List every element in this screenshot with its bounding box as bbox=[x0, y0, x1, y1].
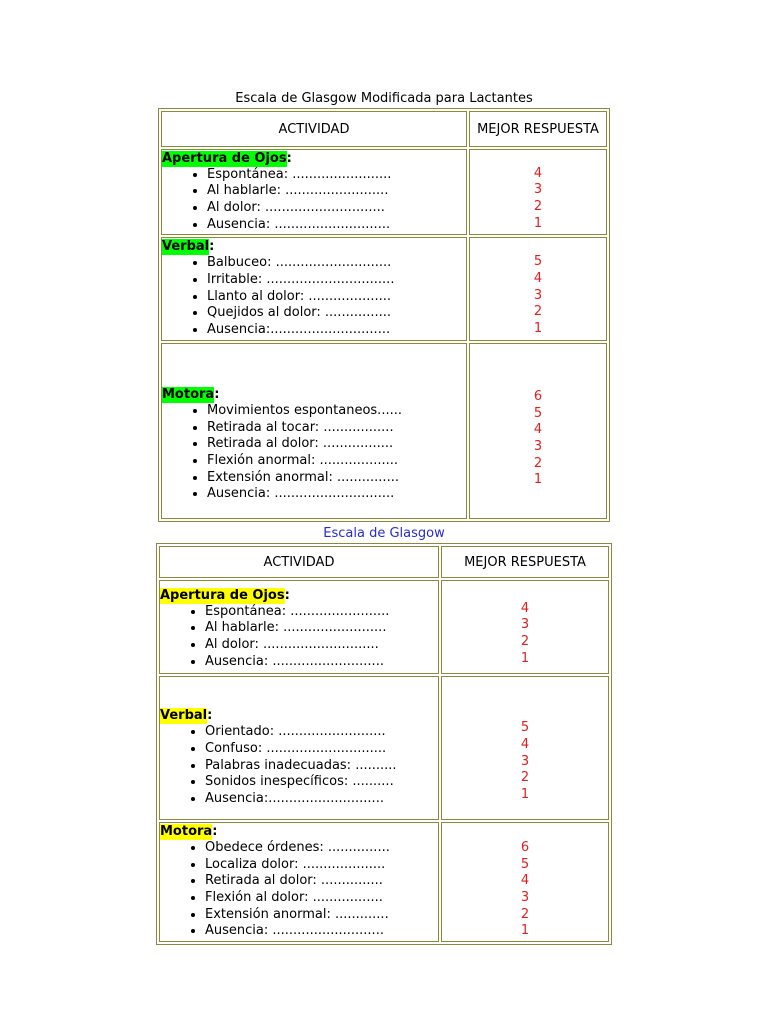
list-item: • Llanto al dolor: .................... bbox=[207, 289, 466, 306]
header-best-response: MEJOR RESPUESTA bbox=[469, 111, 607, 147]
score-value: 1 bbox=[533, 321, 543, 337]
section-activity-cell: Apertura de Ojos: • Espontánea: ........................ • Al hablarle: ......................... • Al dolor: ............................. • Ausencia: ............................ bbox=[161, 149, 467, 235]
score-value: 2 bbox=[533, 199, 543, 214]
table-header-row bbox=[159, 546, 609, 578]
header-activity: ACTIVIDAD bbox=[159, 546, 439, 578]
list-item: • Flexión anormal: ................... bbox=[207, 453, 466, 470]
list-item: • Ausencia: ............................ bbox=[207, 217, 466, 234]
score-value: 4 bbox=[520, 736, 530, 752]
list-item: • Orientado: .......................... bbox=[205, 724, 438, 741]
score-value: 4 bbox=[520, 600, 530, 616]
score-value: 1 bbox=[520, 650, 530, 666]
item-list bbox=[162, 255, 466, 339]
section-activity-cell: Verbal: • Balbuceo: ............................ • Irritable: ............................... • Llanto al dolor: .................... • Quejidos al dolor: ................ • Ausencia:............................. bbox=[161, 237, 467, 341]
section-title: Motora bbox=[162, 386, 215, 402]
list-item: • Irritable: ............................... bbox=[207, 272, 466, 289]
item-list bbox=[160, 724, 438, 808]
score-value: 5 bbox=[520, 720, 530, 736]
section-row-motor bbox=[159, 822, 609, 942]
list-item: • Retirada al dolor: ................. bbox=[207, 436, 466, 453]
list-item: • Retirada al dolor: ............... bbox=[205, 873, 438, 890]
score-value: 3 bbox=[533, 439, 543, 454]
section-row-verbal bbox=[161, 237, 607, 341]
score-value: 1 bbox=[533, 472, 543, 488]
list-item: • Palabras inadecuadas: .......... bbox=[205, 758, 438, 775]
section-title: Verbal bbox=[162, 239, 210, 255]
section-activity-cell: Verbal: • Orientado: .......................... • Confuso: ............................. • Palabras inadecuadas: .......... • Sonidos inespecíficos: .......... • Ausencia:............................ bbox=[159, 676, 439, 820]
score-value: 4 bbox=[533, 270, 543, 286]
score-value: 5 bbox=[533, 254, 543, 270]
section-activity-cell: Motora: • Obedece órdenes: ............... • Localiza dolor: .................... • Retirada al dolor: ............... • Flexión al dolor: ................. • Extensión anormal: ............. • Ausencia: ........................... bbox=[159, 822, 439, 942]
list-item: • Movimientos espontaneos...... bbox=[207, 403, 466, 420]
score-value: 6 bbox=[533, 388, 543, 404]
score-value: 2 bbox=[520, 770, 530, 786]
score-value: 4 bbox=[533, 165, 543, 181]
score-value: 3 bbox=[520, 890, 530, 905]
glasgow-adult-table bbox=[156, 543, 612, 945]
item-list bbox=[160, 604, 438, 671]
score-value: 2 bbox=[520, 634, 530, 649]
list-item: • Al dolor: ............................ bbox=[205, 637, 438, 654]
section-row-eyes bbox=[161, 149, 607, 235]
item-list bbox=[162, 403, 466, 503]
section-score-cell bbox=[441, 676, 609, 820]
item-list bbox=[160, 840, 438, 940]
score-value: 2 bbox=[533, 455, 543, 471]
score-value: 5 bbox=[520, 856, 530, 872]
section-title: Verbal bbox=[160, 708, 208, 724]
list-item: • Ausencia:............................. bbox=[207, 322, 466, 339]
list-item: • Al dolor: ............................. bbox=[207, 200, 466, 217]
list-item: • Localiza dolor: .................... bbox=[205, 857, 438, 874]
score-value: 3 bbox=[520, 617, 530, 633]
list-item: • Balbuceo: ............................ bbox=[207, 255, 466, 272]
list-item: • Flexión al dolor: ................. bbox=[205, 890, 438, 907]
list-item: • Ausencia:............................ bbox=[205, 791, 438, 808]
list-item: • Extensión anormal: ............. bbox=[205, 907, 438, 924]
section-activity-cell: Apertura de Ojos: • Espontánea: ........................ • Al hablarle: ......................... • Al dolor: ............................ • Ausencia: ........................... bbox=[159, 580, 439, 674]
header-best-response: MEJOR RESPUESTA bbox=[441, 546, 609, 578]
table-caption-infant: Escala de Glasgow Modificada para Lactantes bbox=[235, 91, 533, 106]
score-value: 1 bbox=[520, 787, 530, 803]
score-value: 3 bbox=[533, 182, 543, 198]
score-value: 1 bbox=[520, 923, 530, 939]
section-title: Apertura de Ojos bbox=[160, 587, 285, 603]
section-row-eyes bbox=[159, 580, 609, 674]
list-item: • Extensión anormal: ............... bbox=[207, 470, 466, 487]
section-row-verbal bbox=[159, 676, 609, 820]
list-item: • Espontánea: ........................ bbox=[205, 604, 438, 621]
section-title: Motora bbox=[160, 823, 213, 839]
section-row-motor bbox=[161, 343, 607, 519]
score-value: 2 bbox=[520, 906, 530, 922]
score-value: 5 bbox=[533, 405, 543, 421]
list-item: • Al hablarle: ......................... bbox=[205, 620, 438, 637]
score-value: 4 bbox=[520, 873, 530, 889]
table-header-row bbox=[161, 111, 607, 147]
score-value: 3 bbox=[533, 287, 543, 303]
section-title: Apertura de Ojos bbox=[162, 150, 287, 166]
list-item: • Espontánea: ........................ bbox=[207, 167, 466, 184]
score-value: 6 bbox=[520, 839, 530, 855]
section-score-cell bbox=[441, 580, 609, 674]
list-item: • Retirada al tocar: ................. bbox=[207, 420, 466, 437]
list-item: • Ausencia: ............................. bbox=[207, 486, 466, 503]
item-list bbox=[162, 167, 466, 234]
list-item: • Ausencia: ........................... bbox=[205, 923, 438, 940]
list-item: • Confuso: ............................. bbox=[205, 741, 438, 758]
score-value: 4 bbox=[533, 422, 543, 438]
list-item: • Quejidos al dolor: ................ bbox=[207, 305, 466, 322]
list-item: • Al hablarle: ......................... bbox=[207, 183, 466, 200]
list-item: • Sonidos inespecíficos: .......... bbox=[205, 774, 438, 791]
list-item: • Obedece órdenes: ............... bbox=[205, 840, 438, 857]
score-value: 1 bbox=[533, 215, 543, 231]
header-activity: ACTIVIDAD bbox=[161, 111, 467, 147]
score-value: 2 bbox=[533, 304, 543, 320]
section-activity-cell: Motora: • Movimientos espontaneos...... • Retirada al tocar: ................. • Retirada al dolor: ................. • Flexión anormal: ................... • Extensión anormal: ............... • Ausencia: ............................. bbox=[161, 343, 467, 519]
score-value: 3 bbox=[520, 753, 530, 769]
list-item: • Ausencia: ........................... bbox=[205, 654, 438, 671]
glasgow-infant-table bbox=[158, 108, 610, 522]
section-score-cell bbox=[469, 343, 607, 519]
section-score-cell bbox=[441, 822, 609, 942]
section-score-cell bbox=[469, 149, 607, 235]
table-caption-adult: Escala de Glasgow bbox=[323, 526, 445, 541]
section-score-cell bbox=[469, 237, 607, 341]
